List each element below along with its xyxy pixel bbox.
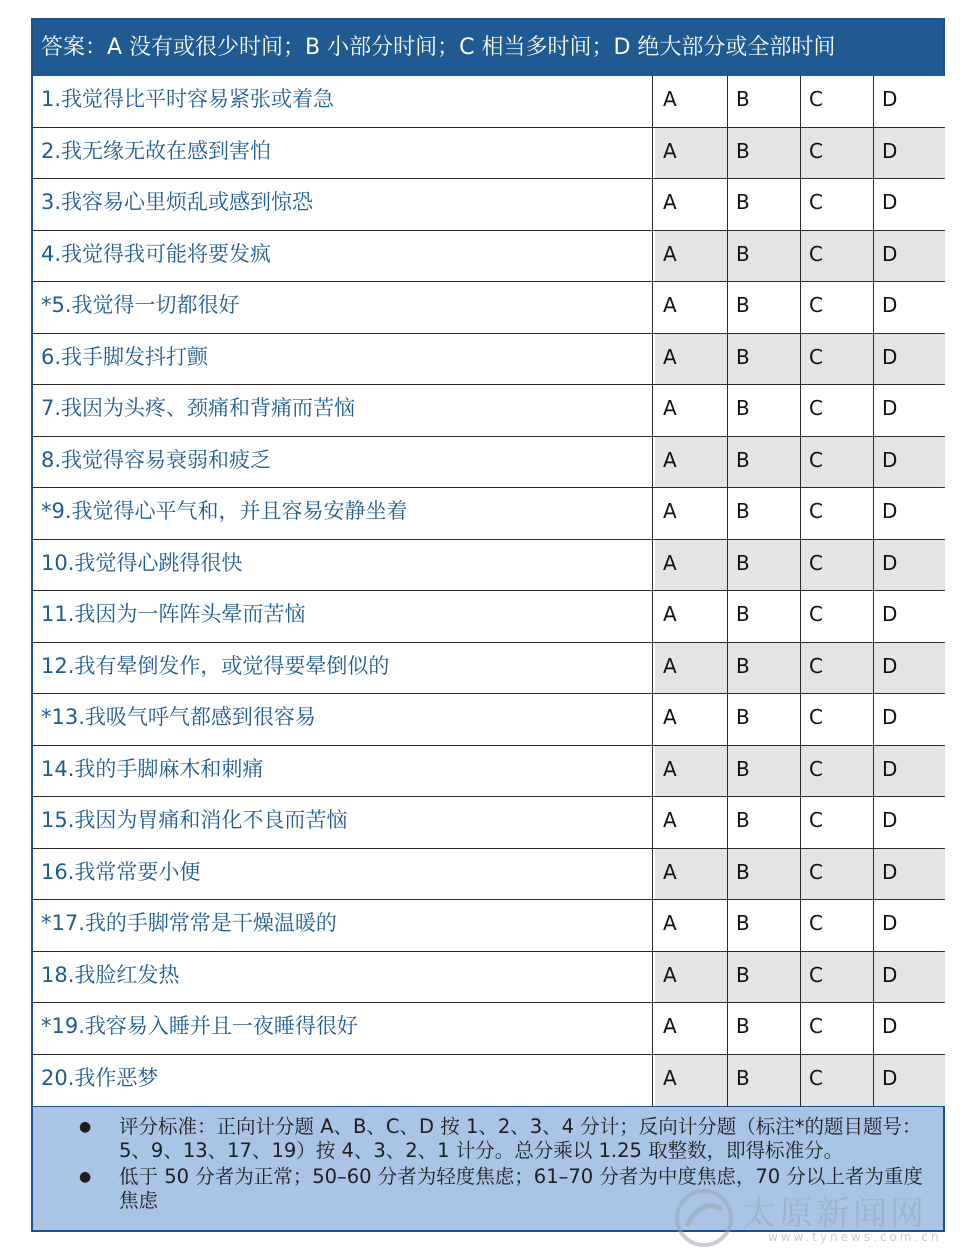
question-row [33,849,943,901]
option-b-cell[interactable]: B [728,1003,801,1054]
option-b-cell[interactable]: B [728,540,801,591]
option-d-cell[interactable]: D [874,643,945,694]
option-d-cell[interactable]: D [874,1055,945,1107]
option-b-cell[interactable]: B [728,282,801,333]
option-b-cell[interactable]: B [728,179,801,230]
option-b-cell[interactable]: B [728,488,801,539]
question-row [33,437,943,489]
option-a-cell[interactable]: A [655,591,728,642]
question-row [33,282,943,334]
option-d-cell[interactable]: D [874,437,945,488]
watermark-logo-icon [672,1186,736,1250]
option-d-cell[interactable]: D [874,334,945,385]
option-b-cell[interactable]: B [728,591,801,642]
option-b-cell[interactable]: B [728,1055,801,1107]
question-row [33,1003,943,1055]
option-c-cell[interactable]: C [801,488,874,539]
option-d-cell[interactable]: D [874,952,945,1003]
option-c-cell[interactable]: C [801,643,874,694]
option-a-cell[interactable]: A [655,76,728,127]
option-c-cell[interactable]: C [801,797,874,848]
option-a-cell[interactable]: A [655,282,728,333]
option-a-cell[interactable]: A [655,231,728,282]
option-a-cell[interactable]: A [655,128,728,179]
option-d-cell[interactable]: D [874,797,945,848]
question-row [33,643,943,695]
anxiety-scale-table [31,18,945,1232]
option-c-cell[interactable]: C [801,694,874,745]
option-c-cell[interactable]: C [801,282,874,333]
option-d-cell[interactable]: D [874,282,945,333]
option-a-cell[interactable]: A [655,540,728,591]
option-b-cell[interactable]: B [728,952,801,1003]
option-d-cell[interactable]: D [874,694,945,745]
option-c-cell[interactable]: C [801,1003,874,1054]
question-row [33,797,943,849]
option-b-cell[interactable]: B [728,900,801,951]
watermark-url: www.tynews.com.cn [768,1230,942,1244]
option-c-cell[interactable]: C [801,591,874,642]
question-text: *5.我觉得一切都很好 [33,282,653,333]
option-d-cell[interactable]: D [874,900,945,951]
question-row [33,540,943,592]
question-text: 2.我无缘无故在感到害怕 [33,128,653,179]
question-row [33,385,943,437]
option-d-cell[interactable]: D [874,1003,945,1054]
option-b-cell[interactable]: B [728,797,801,848]
question-row [33,591,943,643]
option-d-cell[interactable]: D [874,231,945,282]
scoring-levels: ● 低于 50 分者为正常；50–60 分者为轻度焦虑；61–70 分者为中度焦虑，70 分以上者为重度焦虑 [79,1165,933,1213]
option-a-cell[interactable]: A [655,1003,728,1054]
site-watermark [672,1186,962,1250]
option-c-cell[interactable]: C [801,76,874,127]
question-text: 16.我常常要小便 [33,849,653,900]
option-a-cell[interactable]: A [655,643,728,694]
option-c-cell[interactable]: C [801,334,874,385]
option-c-cell[interactable]: C [801,179,874,230]
option-d-cell[interactable]: D [874,591,945,642]
question-text: 4.我觉得我可能将要发疯 [33,231,653,282]
question-text: *9.我觉得心平气和，并且容易安静坐着 [33,488,653,539]
option-a-cell[interactable]: A [655,797,728,848]
question-row [33,128,943,180]
option-a-cell[interactable]: A [655,849,728,900]
option-c-cell[interactable]: C [801,1055,874,1107]
option-c-cell[interactable]: C [801,952,874,1003]
option-c-cell[interactable]: C [801,849,874,900]
option-c-cell[interactable]: C [801,746,874,797]
option-b-cell[interactable]: B [728,385,801,436]
option-d-cell[interactable]: D [874,385,945,436]
option-d-cell[interactable]: D [874,746,945,797]
question-text: *13.我吸气呼气都感到很容易 [33,694,653,745]
question-text: 3.我容易心里烦乱或感到惊恐 [33,179,653,230]
option-d-cell[interactable]: D [874,128,945,179]
question-text: 6.我手脚发抖打颤 [33,334,653,385]
question-rows [33,76,943,1106]
top-strip [0,0,974,10]
option-a-cell[interactable]: A [655,334,728,385]
question-row [33,76,943,128]
question-text: 12.我有晕倒发作，或觉得要晕倒似的 [33,643,653,694]
question-text: 10.我觉得心跳得很快 [33,540,653,591]
option-d-cell[interactable]: D [874,849,945,900]
option-a-cell[interactable]: A [655,1055,728,1107]
option-c-cell[interactable]: C [801,540,874,591]
option-a-cell[interactable]: A [655,437,728,488]
option-a-cell[interactable]: A [655,746,728,797]
question-row [33,231,943,283]
option-d-cell[interactable]: D [874,179,945,230]
option-a-cell[interactable]: A [655,694,728,745]
question-row [33,900,943,952]
option-b-cell[interactable]: B [728,128,801,179]
question-text: *19.我容易入睡并且一夜睡得很好 [33,1003,653,1054]
option-c-cell[interactable]: C [801,900,874,951]
question-text: 18.我脸红发热 [33,952,653,1003]
option-d-cell[interactable]: D [874,540,945,591]
option-b-cell[interactable]: B [728,694,801,745]
option-c-cell[interactable]: C [801,385,874,436]
option-d-cell[interactable]: D [874,76,945,127]
option-c-cell[interactable]: C [801,231,874,282]
option-a-cell[interactable]: A [655,900,728,951]
question-text: 11.我因为一阵阵头晕而苦恼 [33,591,653,642]
watermark-text: 太原新闻网 [742,1194,927,1234]
question-row [33,694,943,746]
question-text: 8.我觉得容易衰弱和疲乏 [33,437,653,488]
question-text: 1.我觉得比平时容易紧张或着急 [33,76,653,127]
question-text: 14.我的手脚麻木和刺痛 [33,746,653,797]
question-text: 7.我因为头疼、颈痛和背痛而苦恼 [33,385,653,436]
question-row [33,746,943,798]
question-text: 20.我作恶梦 [33,1055,653,1107]
scoring-standard: ● 评分标准：正向计分题 A、B、C、D 按 1、2、3、4 分计；反向计分题（标注*的题目题号：5、9、13、17、19）按 4、3、2、1 计分。总分乘以 1.25 取整数，即得标准分。 [79,1115,933,1163]
question-row [33,952,943,1004]
option-a-cell[interactable]: A [655,179,728,230]
option-b-cell[interactable]: B [728,643,801,694]
option-b-cell[interactable]: B [728,746,801,797]
option-a-cell[interactable]: A [655,952,728,1003]
option-c-cell[interactable]: C [801,128,874,179]
question-row [33,488,943,540]
question-text: *17.我的手脚常常是干燥温暖的 [33,900,653,951]
question-row [33,1055,943,1107]
question-row [33,179,943,231]
option-b-cell[interactable]: B [728,437,801,488]
answer-legend: 答案：A 没有或很少时间；B 小部分时间；C 相当多时间；D 绝大部分或全部时间 [33,20,943,76]
option-a-cell[interactable]: A [655,385,728,436]
option-b-cell[interactable]: B [728,334,801,385]
option-b-cell[interactable]: B [728,231,801,282]
option-d-cell[interactable]: D [874,488,945,539]
option-b-cell[interactable]: B [728,849,801,900]
question-row [33,334,943,386]
option-c-cell[interactable]: C [801,437,874,488]
option-a-cell[interactable]: A [655,488,728,539]
option-b-cell[interactable]: B [728,76,801,127]
question-text: 15.我因为胃痛和消化不良而苦恼 [33,797,653,848]
